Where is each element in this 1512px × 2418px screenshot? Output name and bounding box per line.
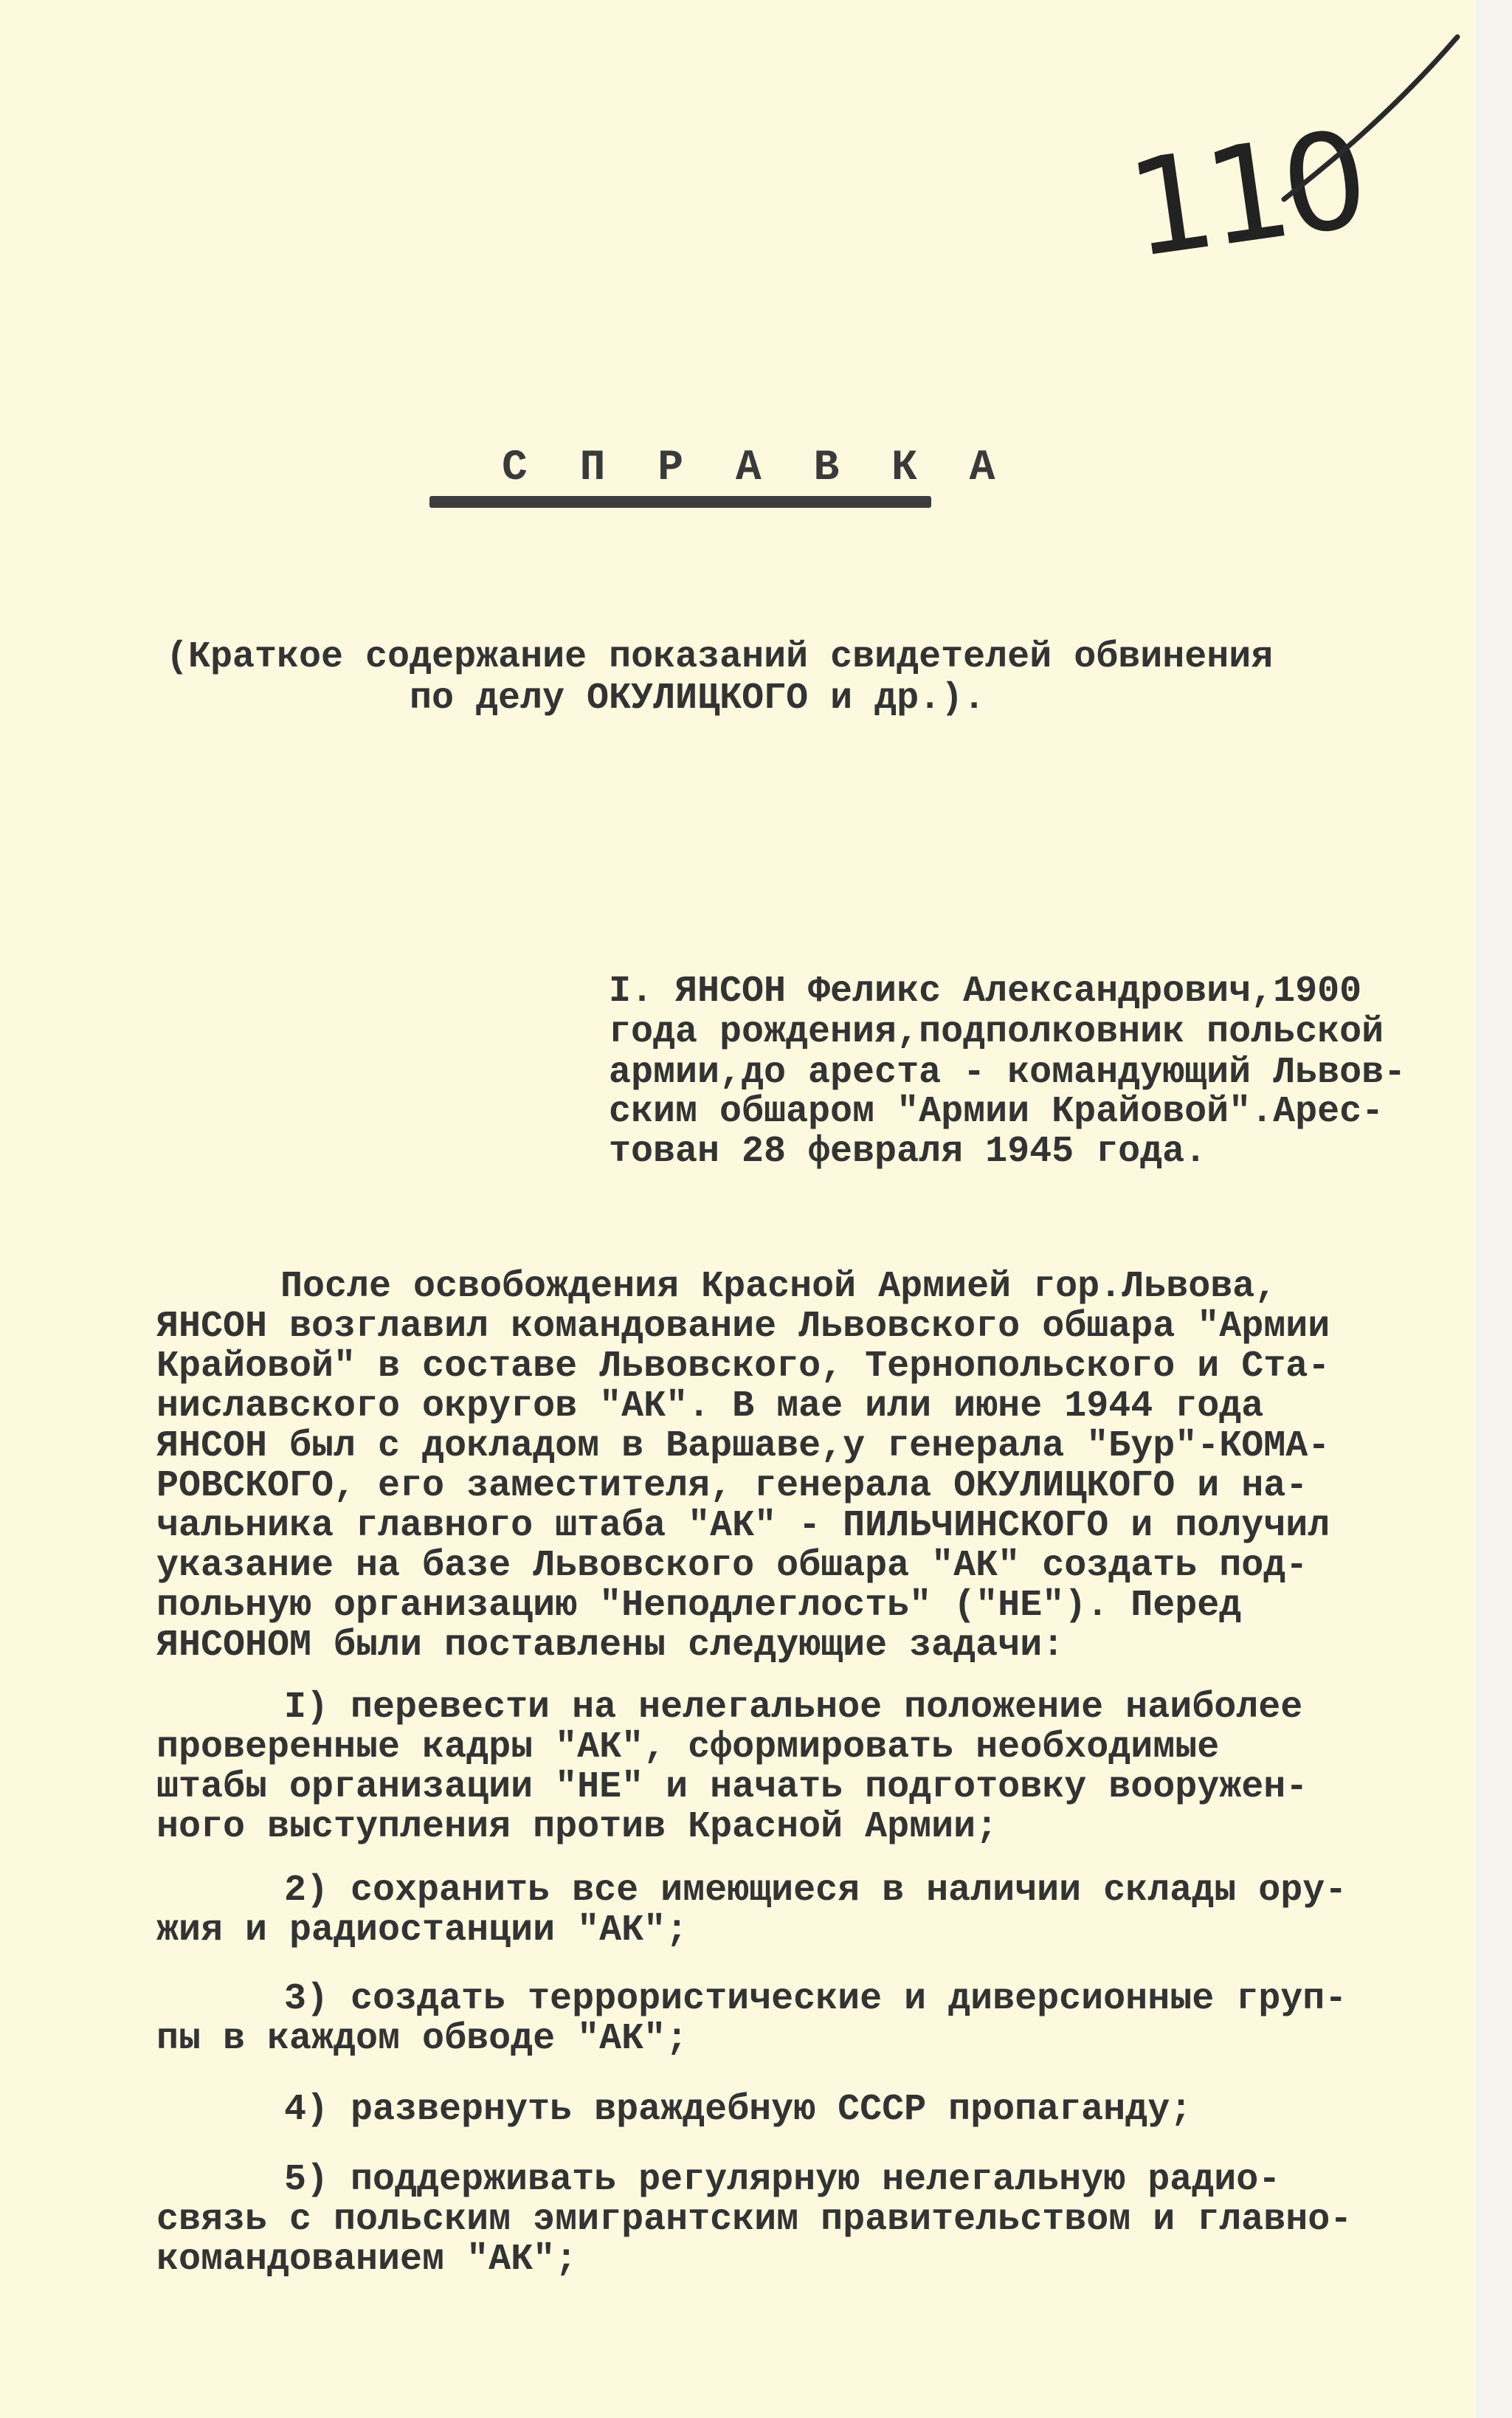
document-title: С П Р А В К А <box>502 444 1009 492</box>
task-1-line-1: I) перевести на нелегальное положение наиболее <box>284 1687 1303 1729</box>
handwritten-dash-mark <box>1277 22 1468 214</box>
task-1-line-3: штабы организации "НЕ" и начать подготовку вооружен- <box>156 1766 1308 1808</box>
subtitle-line-1: (Краткое содержание показаний свидетелей обвинения <box>166 636 1274 678</box>
task-2-line-1: 2) сохранить все имеющиеся в наличии склады ору- <box>284 1870 1347 1912</box>
task-3-line-1: 3) создать террористические и диверсионные груп- <box>284 1978 1347 2020</box>
task-5-line-3: командованием "АК"; <box>156 2239 578 2281</box>
task-4-line-1: 4) развернуть враждебную СССР пропаганду; <box>284 2089 1192 2131</box>
body-line-8: указание на базе Львовского обшара "АК" создать под- <box>156 1545 1308 1587</box>
page-edge <box>1476 0 1512 2418</box>
task-5-line-2: связь с польским эмигрантским правительством и главно- <box>156 2199 1353 2241</box>
body-line-10: ЯНСОНОМ были поставлены следующие задачи: <box>156 1625 1065 1667</box>
body-line-4: ниславского округов "АК". В мае или июне 1944 года <box>156 1385 1264 1427</box>
witness-line-4: ским обшаром "Армии Крайовой".Арес- <box>609 1091 1384 1133</box>
task-5-line-1: 5) поддерживать регулярную нелегальную радио- <box>284 2159 1281 2201</box>
body-line-1: После освобождения Красной Армией гор.Львова, <box>280 1266 1277 1308</box>
body-line-5: ЯНСОН был с докладом в Варшаве,у генерала "Бур"-КОМА- <box>156 1425 1330 1467</box>
title-underline <box>429 496 931 508</box>
body-line-3: Крайовой" в составе Львовского, Тернопольского и Ста- <box>156 1346 1330 1388</box>
witness-line-2: года рождения,подполковник польской <box>609 1011 1384 1053</box>
subtitle-line-2: по делу ОКУЛИЦКОГО и др.). <box>410 678 986 720</box>
witness-line-3: армии,до ареста - командующий Львов- <box>609 1052 1406 1094</box>
task-1-line-2: проверенные кадры "АК", сформировать необходимые <box>156 1726 1220 1768</box>
task-3-line-2: пы в каждом обводе "АК"; <box>156 2018 688 2060</box>
body-line-2: ЯНСОН возглавил командование Львовского обшара "Армии <box>156 1306 1330 1348</box>
task-2-line-2: жия и радиостанции "АК"; <box>156 1909 688 1952</box>
task-1-line-4: ного выступления против Красной Армии; <box>156 1806 998 1848</box>
handwritten-page-number: 110 <box>1119 103 1370 288</box>
witness-line-5: тован 28 февраля 1945 года. <box>609 1131 1207 1173</box>
body-line-6: РОВСКОГО, его заместителя, генерала ОКУЛИЦКОГО и на- <box>156 1465 1308 1507</box>
body-line-9: польную организацию "Неподлеглость" ("НЕ"). Перед <box>156 1585 1242 1627</box>
witness-line-1: I. ЯНСОН Феликс Александрович,1900 <box>609 971 1362 1013</box>
body-line-7: чальника главного штаба "АК" - ПИЛЬЧИНСКОГО и получил <box>156 1505 1330 1547</box>
